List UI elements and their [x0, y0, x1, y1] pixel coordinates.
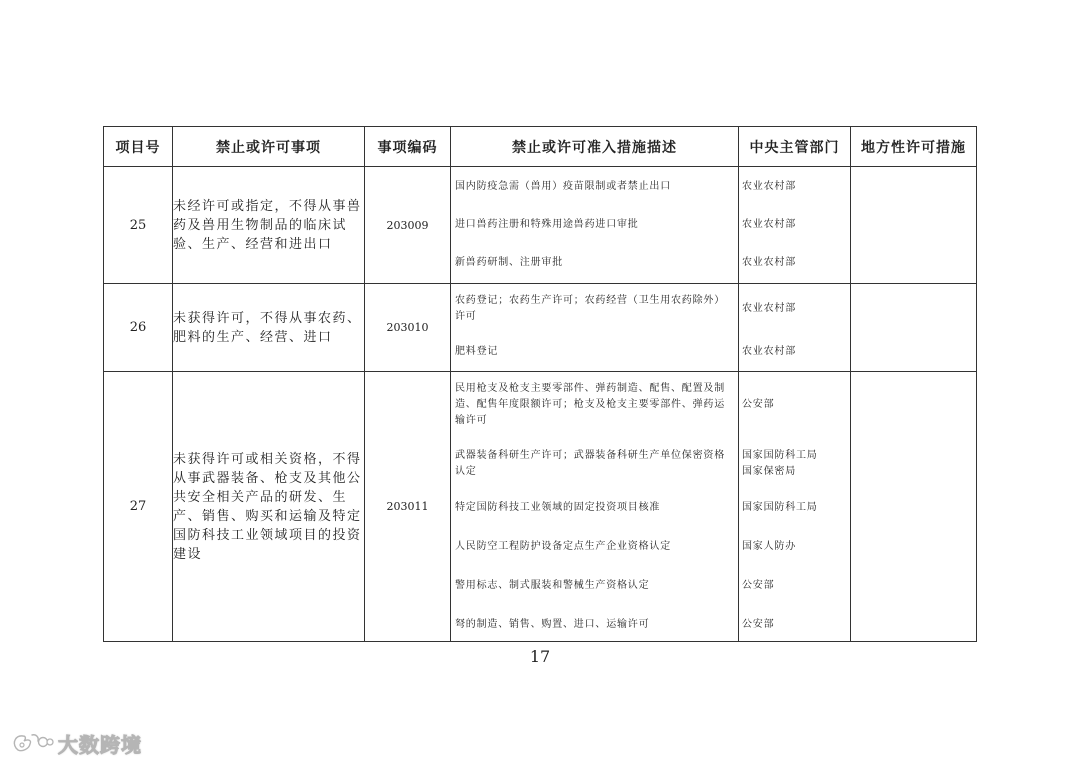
row-number: 26 [104, 284, 173, 372]
row-measures [451, 372, 739, 642]
row-departments [739, 167, 851, 284]
measure-description: 特定国防科技工业领域的固定投资项目核准 [455, 502, 661, 513]
table-header-row [104, 127, 977, 167]
header-central-department: 中央主管部门 [739, 127, 851, 167]
department: 国家国防科工局 国家保密局 [742, 450, 818, 477]
measure-description: 弩的制造、销售、购置、进口、运输许可 [455, 619, 650, 630]
table-row [104, 167, 977, 284]
row-code: 203009 [365, 167, 451, 284]
regulation-table [103, 126, 977, 642]
row-departments [739, 372, 851, 642]
page-number: 17 [529, 647, 551, 666]
row-item: 未获得许可或相关资格，不得从事武器装备、枪支及其他公共安全相关产品的研发、生产、销售、购买和运输及特定国防科技工业领域项目的投资建设 [173, 372, 365, 642]
row-item: 未获得许可，不得从事农药、肥料的生产、经营、进口 [173, 284, 365, 372]
measure-description: 武器装备科研生产许可；武器装备科研生产单位保密资格认定 [455, 450, 725, 477]
row-local-measures [851, 167, 977, 284]
measure-description: 进口兽药注册和特殊用途兽药进口审批 [455, 219, 639, 230]
header-item-code: 事项编码 [365, 127, 451, 167]
row-local-measures [851, 284, 977, 372]
department: 农业农村部 [742, 181, 796, 192]
measure-description: 国内防疫急需（兽用）疫苗限制或者禁止出口 [455, 181, 671, 192]
row-local-measures [851, 372, 977, 642]
header-local-measures: 地方性许可措施 [851, 127, 977, 167]
department: 国家人防办 [742, 541, 796, 552]
department: 农业农村部 [742, 303, 796, 314]
department: 公安部 [742, 399, 775, 410]
department: 国家国防科工局 [742, 502, 818, 513]
measure-description: 肥料登记 [455, 346, 499, 357]
watermark-text: 大数跨境 [58, 732, 142, 757]
row-number: 25 [104, 167, 173, 284]
header-measure-description: 禁止或许可准入措施描述 [451, 127, 739, 167]
row-code: 203011 [365, 372, 451, 642]
department: 农业农村部 [742, 346, 796, 357]
measure-description: 民用枪支及枪支主要零部件、弹药制造、配售、配置及制造、配售年度限额许可；枪支及枪支主要零部件、弹药运输许可 [455, 383, 725, 426]
measure-description: 人民防空工程防护设备定点生产企业资格认定 [455, 541, 671, 552]
department: 公安部 [742, 619, 775, 630]
measure-description: 新兽药研制、注册审批 [455, 257, 563, 268]
row-measures [451, 167, 739, 284]
table-row [104, 372, 977, 642]
measure-description: 农药登记；农药生产许可；农药经营（卫生用农药除外）许可 [455, 295, 725, 322]
department: 农业农村部 [742, 219, 796, 230]
row-item: 未经许可或指定，不得从事兽药及兽用生物制品的临床试验、生产、经营和进出口 [173, 167, 365, 284]
measure-description: 警用标志、制式服装和警械生产资格认定 [455, 580, 650, 591]
header-item: 禁止或许可事项 [173, 127, 365, 167]
header-project-number: 项目号 [104, 127, 173, 167]
department: 农业农村部 [742, 257, 796, 268]
row-number: 27 [104, 372, 173, 642]
department: 公安部 [742, 580, 775, 591]
row-departments [739, 284, 851, 372]
watermark [10, 728, 142, 758]
table-row [104, 284, 977, 372]
row-code: 203010 [365, 284, 451, 372]
row-measures [451, 284, 739, 372]
weibo-logo-icon [10, 730, 54, 756]
